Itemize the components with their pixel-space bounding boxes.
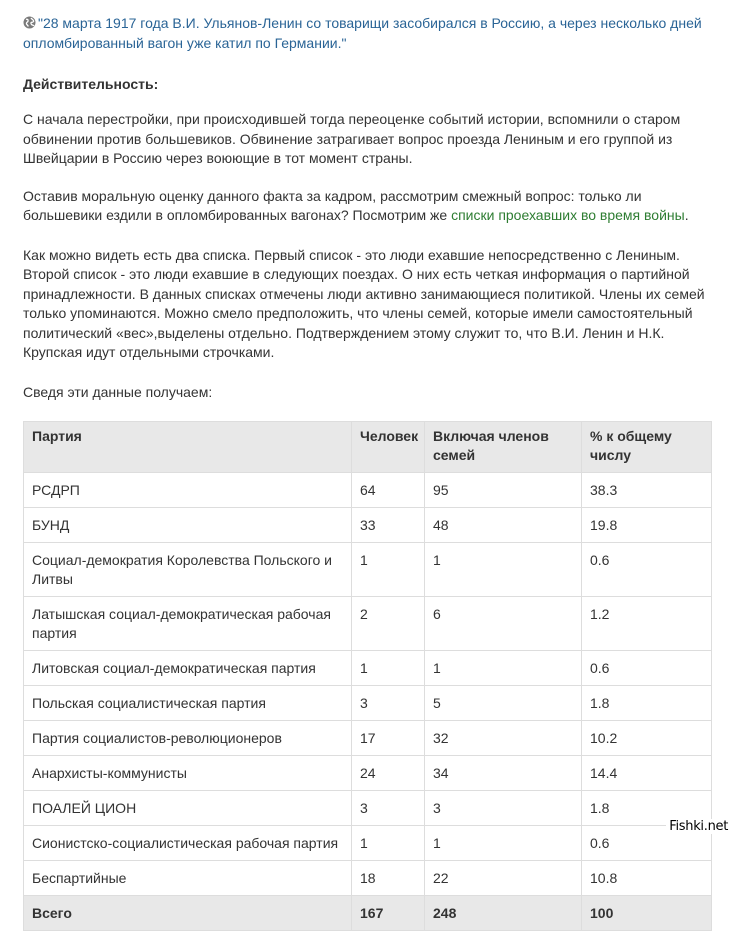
cell-percent: 10.2 (582, 721, 712, 756)
cell-party: ПОАЛЕЙ ЦИОН (24, 791, 352, 826)
cell-percent: 14.4 (582, 756, 712, 791)
cell-with-family: 22 (425, 861, 582, 896)
cell-people: 1 (352, 651, 425, 686)
cell-party: Польская социалистическая партия (24, 686, 352, 721)
cell-percent: 10.8 (582, 861, 712, 896)
cell-with-family: 95 (425, 473, 582, 508)
total-with-family: 248 (425, 896, 582, 931)
cell-party: Анархисты-коммунисты (24, 756, 352, 791)
table-row (24, 826, 712, 861)
cell-party: Партия социалистов-революционеров (24, 721, 352, 756)
cell-people: 33 (352, 508, 425, 543)
watermark-logo: Fishki.net (666, 819, 731, 834)
paragraph-3: Как можно видеть есть два списка. Первый список - это люди ехавшие непосредственно с Лениным. Второй список - это люди ехавшие в следующих поездах. О них есть четкая информация о партийной принадлежности. В данных списках отмечены люди активно занимающиеся политикой. Члены их семей только упоминаются. Можно смело предположить, что члены семей, которые имели самостоятельный политический «вес»,выделены отдельно. Подтверждением этому служит то, что В.И. Ленин и Н.К. Крупская идут отдельными строчками. (23, 246, 705, 360)
cell-party: Латышская социал-демократическая рабочая партия (24, 597, 352, 651)
cell-people: 2 (352, 597, 425, 651)
total-percent: 100 (582, 896, 712, 931)
cell-party: Сионистско-социалистическая рабочая партия (24, 826, 352, 861)
header-party: Партия (24, 422, 352, 473)
cell-percent: 1.2 (582, 597, 712, 651)
table-row (24, 721, 712, 756)
cell-party: Беспартийные (24, 861, 352, 896)
paragraph-2-end: . (684, 207, 689, 223)
cell-percent: 19.8 (582, 508, 712, 543)
cell-people: 18 (352, 861, 425, 896)
paragraph-1: С начала перестройки, при происходившей тогда переоценке событий истории, вспомнили о старом обвинении против большевиков. Обвинение затрагивает вопрос проезда Лениным и его группой из Швейцарии в Россию через воюющие в тот момент страны. (23, 111, 681, 166)
cell-with-family: 1 (425, 826, 582, 861)
cell-with-family: 5 (425, 686, 582, 721)
cell-people: 17 (352, 721, 425, 756)
cell-with-family: 1 (425, 543, 582, 597)
quote-text: "28 марта 1917 года В.И. Ульянов-Ленин со товарищи засобирался в Россию, а через несколько дней опломбированный вагон уже катил по Германии." (23, 15, 702, 51)
party-table (23, 421, 712, 931)
cell-people: 1 (352, 543, 425, 597)
table-header-row (24, 422, 712, 473)
cell-percent: 1.8 (582, 791, 712, 826)
cell-with-family: 6 (425, 597, 582, 651)
table-row (24, 756, 712, 791)
quote-text-block (23, 14, 713, 53)
section-heading: Действительность: (23, 76, 159, 92)
cell-with-family: 3 (425, 791, 582, 826)
cell-party: Социал-демократия Королевства Польского и Литвы (24, 543, 352, 597)
cell-with-family: 48 (425, 508, 582, 543)
total-people: 167 (352, 896, 425, 931)
globe-icon (23, 15, 36, 28)
cell-people: 64 (352, 473, 425, 508)
table-row (24, 597, 712, 651)
cell-with-family: 32 (425, 721, 582, 756)
table-total-row (24, 896, 712, 931)
header-with-family: Включая членов семей (425, 422, 582, 473)
cell-party: БУНД (24, 508, 352, 543)
cell-with-family: 1 (425, 651, 582, 686)
paragraph-4: Сведя эти данные получаем: (23, 383, 213, 400)
cell-percent: 1.8 (582, 686, 712, 721)
cell-percent: 0.6 (582, 651, 712, 686)
paragraph-2 (23, 187, 713, 226)
table-body (24, 473, 712, 896)
cell-people: 3 (352, 686, 425, 721)
header-people: Человек (352, 422, 425, 473)
cell-party: РСДРП (24, 473, 352, 508)
cell-people: 24 (352, 756, 425, 791)
article-body (23, 14, 713, 931)
table-row (24, 543, 712, 597)
cell-percent: 0.6 (582, 826, 712, 861)
table-row (24, 861, 712, 896)
table-row (24, 508, 712, 543)
table-row (24, 473, 712, 508)
paragraph-2-text: Оставив моральную оценку данного факта за кадром, рассмотрим смежный вопрос: только ли большевики ездили в опломбированных вагонах? Посмотрим же (23, 187, 642, 223)
cell-people: 1 (352, 826, 425, 861)
header-percent: % к общему числу (582, 422, 712, 473)
cell-percent: 0.6 (582, 543, 712, 597)
cell-people: 3 (352, 791, 425, 826)
cell-with-family: 34 (425, 756, 582, 791)
table-row (24, 651, 712, 686)
total-label: Всего (24, 896, 352, 931)
lists-link[interactable]: списки проехавших во время войны (451, 207, 685, 223)
table-row (24, 686, 712, 721)
table-row (24, 791, 712, 826)
cell-party: Литовская социал-демократическая партия (24, 651, 352, 686)
cell-percent: 38.3 (582, 473, 712, 508)
